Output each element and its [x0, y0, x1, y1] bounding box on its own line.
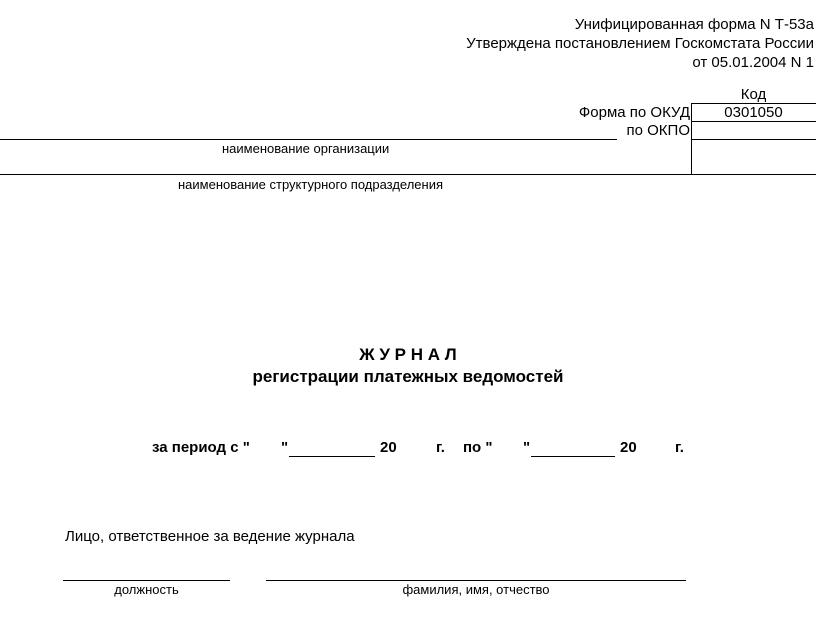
responsible-person-label: Лицо, ответственное за ведение журнала [65, 528, 355, 545]
period-from-year-suffix: г. [436, 439, 445, 456]
form-type-line: Унифицированная форма N Т-53а [574, 16, 814, 33]
period-from-quote: " [281, 439, 289, 456]
approval-date-line: от 05.01.2004 N 1 [692, 54, 814, 71]
document-title: Ж У Р Н А Л [359, 345, 457, 364]
okud-code-value: 0301050 [724, 104, 783, 121]
position-line [63, 580, 230, 581]
period-from-year-prefix: 20 [380, 439, 397, 456]
subdivision-name-line [0, 174, 691, 175]
period-to-month-line [531, 456, 615, 457]
period-to-year-suffix: г. [675, 439, 684, 456]
okud-label: Форма по ОКУД [578, 104, 690, 121]
period-from-label: за период с " [152, 439, 250, 456]
approval-line: Утверждена постановлением Госкомстата России [466, 35, 814, 52]
okpo-label: по ОКПО [626, 122, 690, 139]
period-to-label: по " [463, 439, 493, 456]
code-header: Код [740, 86, 767, 103]
organization-name-line [0, 139, 617, 140]
position-caption: должность [114, 582, 179, 597]
organization-name-caption: наименование организации [222, 141, 390, 156]
period-to-quote: " [523, 439, 531, 456]
document-subtitle: регистрации платежных ведомостей [252, 367, 564, 386]
subdivision-name-caption: наименование структурного подразделения [178, 177, 444, 192]
period-to-year-prefix: 20 [620, 439, 637, 456]
full-name-line [266, 580, 686, 581]
period-from-month-line [289, 456, 375, 457]
full-name-caption: фамилия, имя, отчество [402, 582, 550, 597]
